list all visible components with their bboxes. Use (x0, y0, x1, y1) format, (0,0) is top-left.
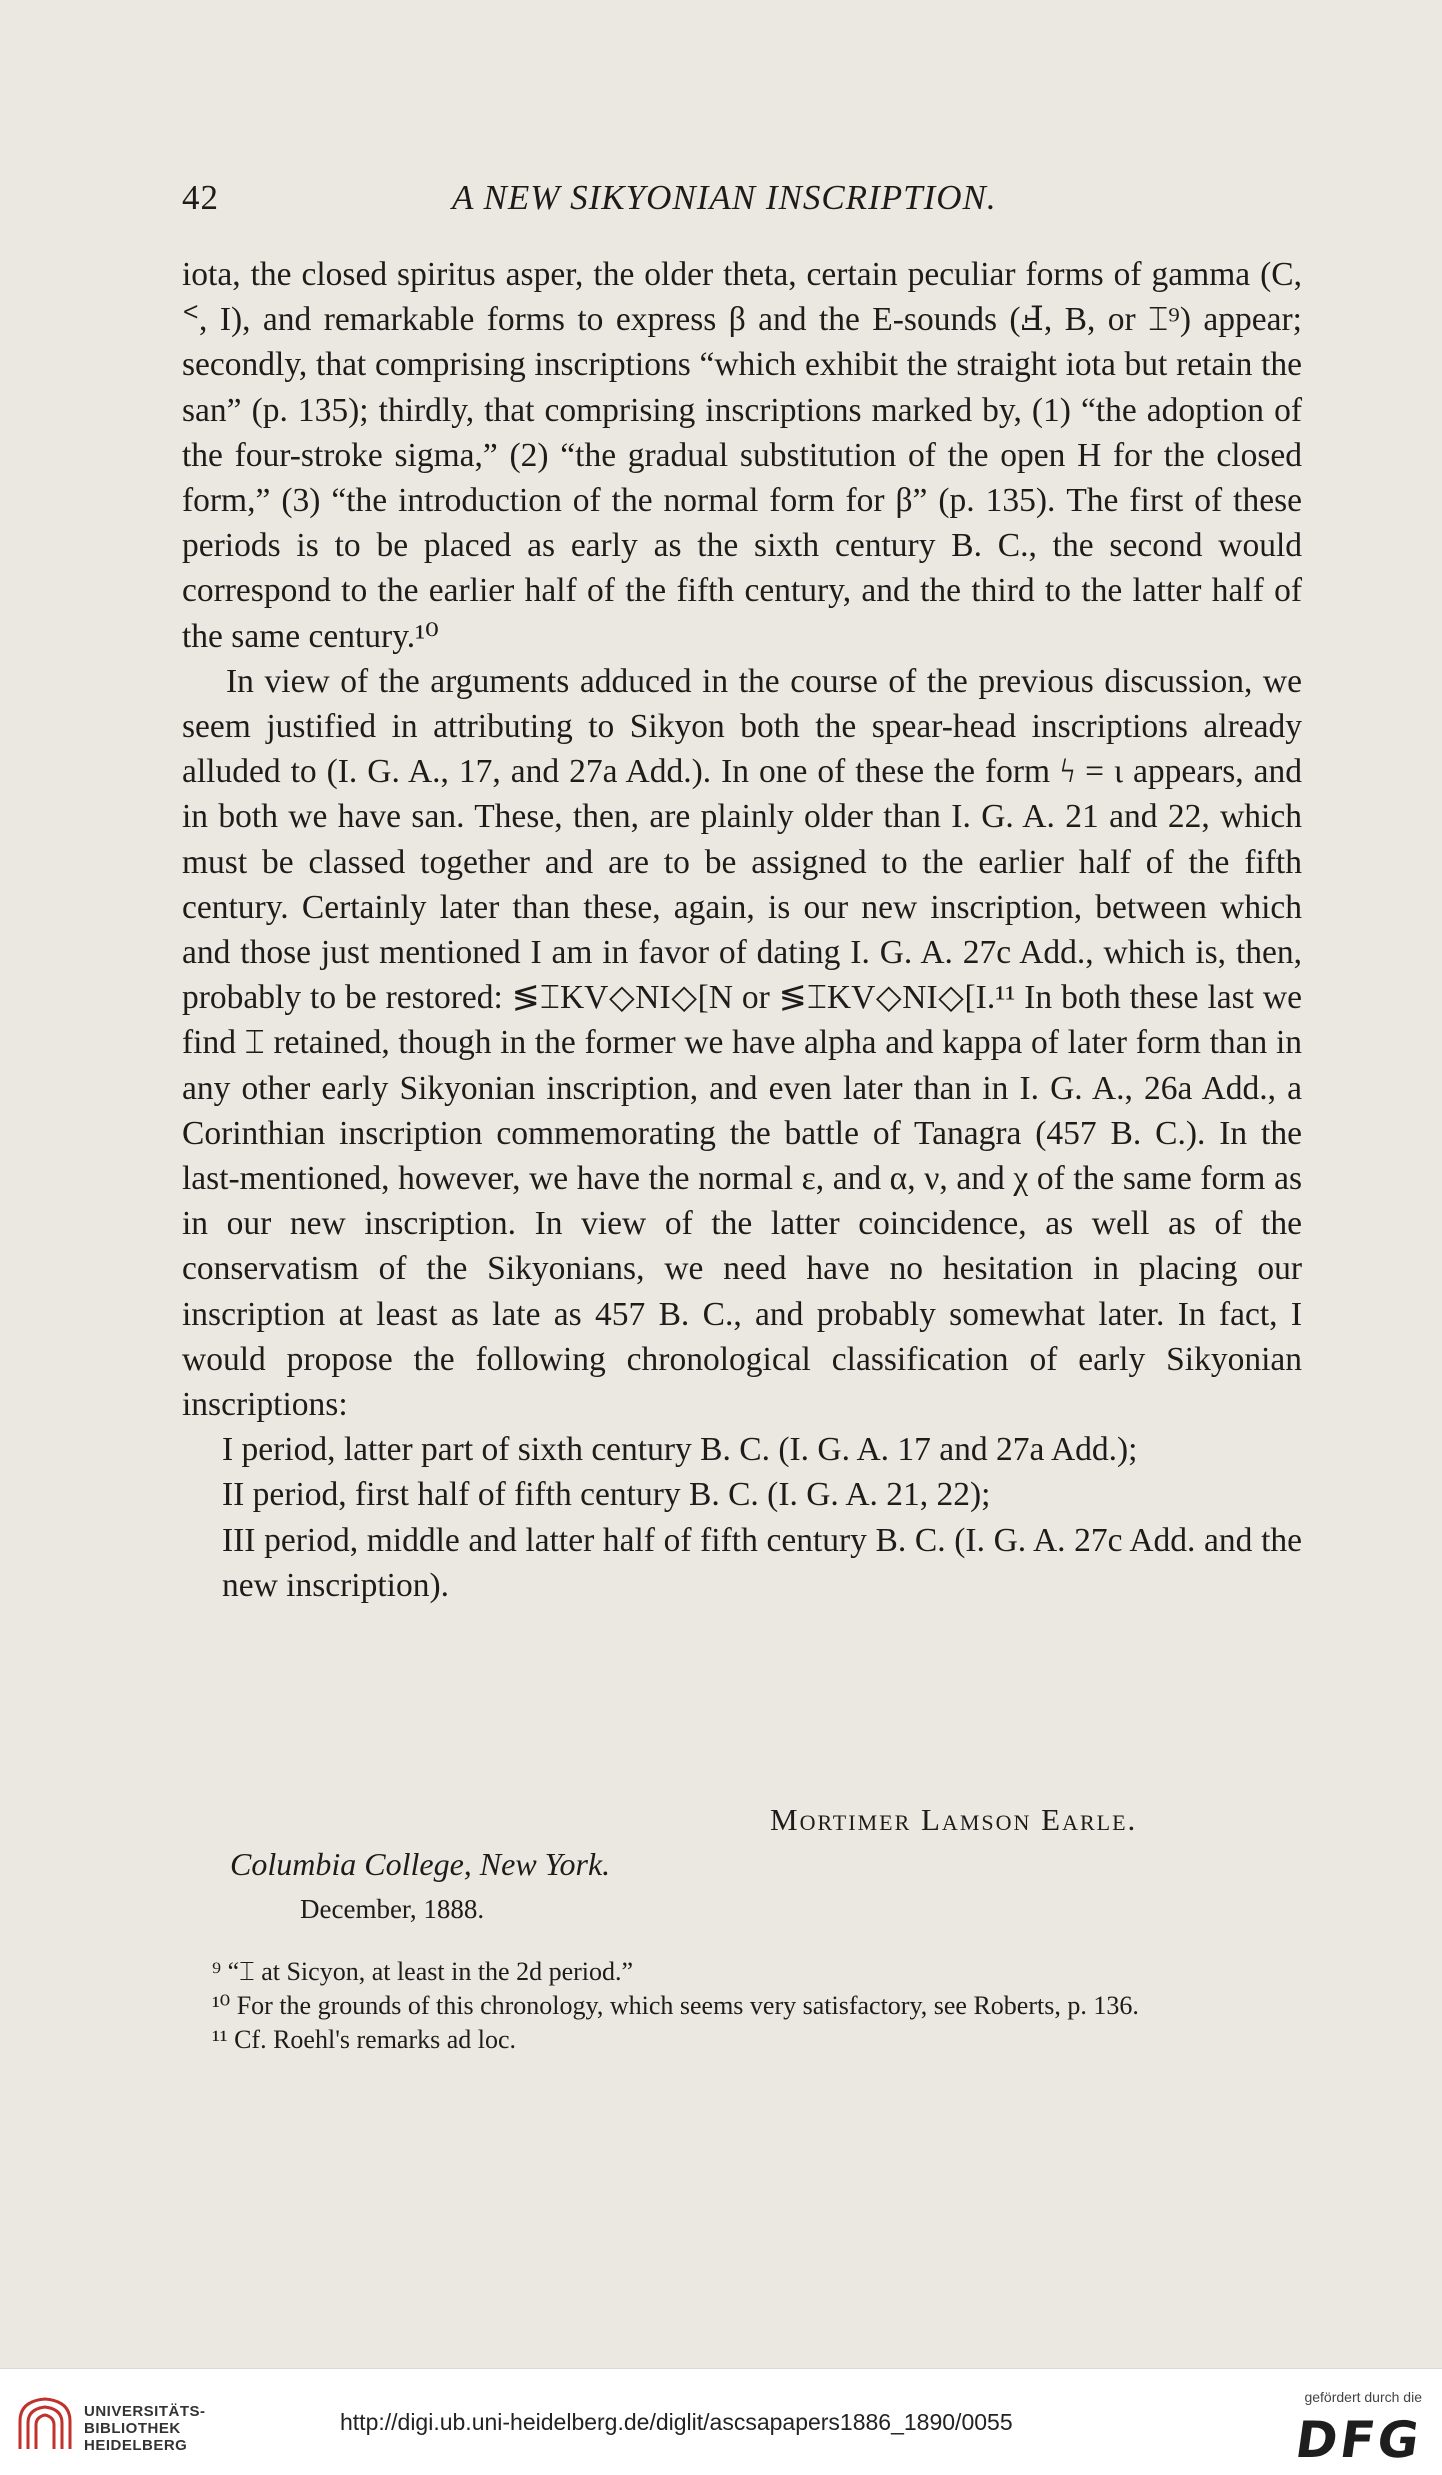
page-number: 42 (182, 178, 219, 217)
footnote-9: ⁹ “⌶ at Sicyon, at least in the 2d period.” (212, 1957, 634, 1986)
paragraph-2: In view of the arguments adduced in the course of the previous discussion, we seem justified in attributing to Sikyon both the spear-head inscriptions already alluded to (I. G. A., 17, and 27a Add.). In one of these the form ϟ = ι appears, and in both we have san. These, then, are plainly older than I. G. A. 21 and 22, which must be classed together and are to be assigned to the earlier half of the fifth century. Certainly later than these, again, is our new inscription, between which and those just mentioned I am in favor of dating I. G. A. 27c Add., which is, then, probably to be restored: ≶⌶KV◇NI◇[N or ≶⌶KV◇NI◇[I.¹¹ In both these last we find ⌶ retained, though in the former we have alpha and kappa of later form than in any other early Sikyonian inscription, and even later than in I. G. A., 26a Add., a Corinthian inscription commemorating the battle of Tanagra (457 B. C.). In the last-mentioned, however, we have the normal ε, and α, ν, and χ of the same form as in our new inscription. In view of the latter coincidence, as well as of the conservatism of the Sikyonians, we need have no hesitation in placing our inscription at least as late as 457 B. C., and probably somewhat later. In fact, I would propose the following chronological classification of early Sikyonian inscriptions: (182, 662, 1302, 1424)
period-3: III period, middle and latter half of fifth century B. C. (I. G. A. 27c Add. and the new inscription). (222, 1521, 1302, 1604)
funded-by-label: gefördert durch die (1304, 2389, 1422, 2405)
footnote-11: ¹¹ Cf. Roehl's remarks ad loc. (212, 2025, 517, 2054)
paragraph-1: iota, the closed spiritus asper, the older theta, certain peculiar forms of gamma (C, ᑉ, I), and remarkable forms to express β and the E-sounds (Ⅎ, B, or ⌶⁹) appear; secondly, that comprising inscriptions “which exhibit the straight iota but retain the san” (p. 135); thirdly, that comprising inscriptions marked by, (1) “the adoption of the four-stroke sigma,” (2) “the gradual substitution of the open H for the closed form,” (3) “the introduction of the normal form for β” (p. 135). The first of these periods is to be placed as early as the sixth century B. C., the second would correspond to the earlier half of the fifth century, and the third to the latter half of the same century.¹⁰ (182, 256, 1302, 655)
source-url-link[interactable]: http://digi.ub.uni-heidelberg.de/diglit/ascsapapers1886_1890/0055 (340, 2409, 1013, 2435)
author-signature: Mortimer Lamson Earle. (770, 1802, 1138, 1837)
footnotes (182, 1955, 1302, 2057)
author-affiliation: Columbia College, New York. (230, 1846, 611, 1882)
university-library-logo-icon (14, 2393, 76, 2455)
dfg-logo: DFG (1292, 2411, 1427, 2469)
letter-date: December, 1888. (300, 1894, 485, 1924)
digitization-footer (0, 2368, 1442, 2475)
running-title: A NEW SIKYONIAN INSCRIPTION. (452, 178, 997, 217)
running-header (182, 178, 1302, 230)
body-text (182, 252, 1302, 1608)
university-name: UNIVERSITÄTS- BIBLIOTHEK HEIDELBERG (84, 2403, 206, 2454)
period-1: I period, latter part of sixth century B. C. (I. G. A. 17 and 27a Add.); (222, 1431, 1138, 1469)
footnote-10: ¹⁰ For the grounds of this chronology, which seems very satisfactory, see Roberts, p. 136. (212, 1991, 1139, 2020)
period-2: II period, first half of fifth century B. C. (I. G. A. 21, 22); (222, 1476, 991, 1514)
